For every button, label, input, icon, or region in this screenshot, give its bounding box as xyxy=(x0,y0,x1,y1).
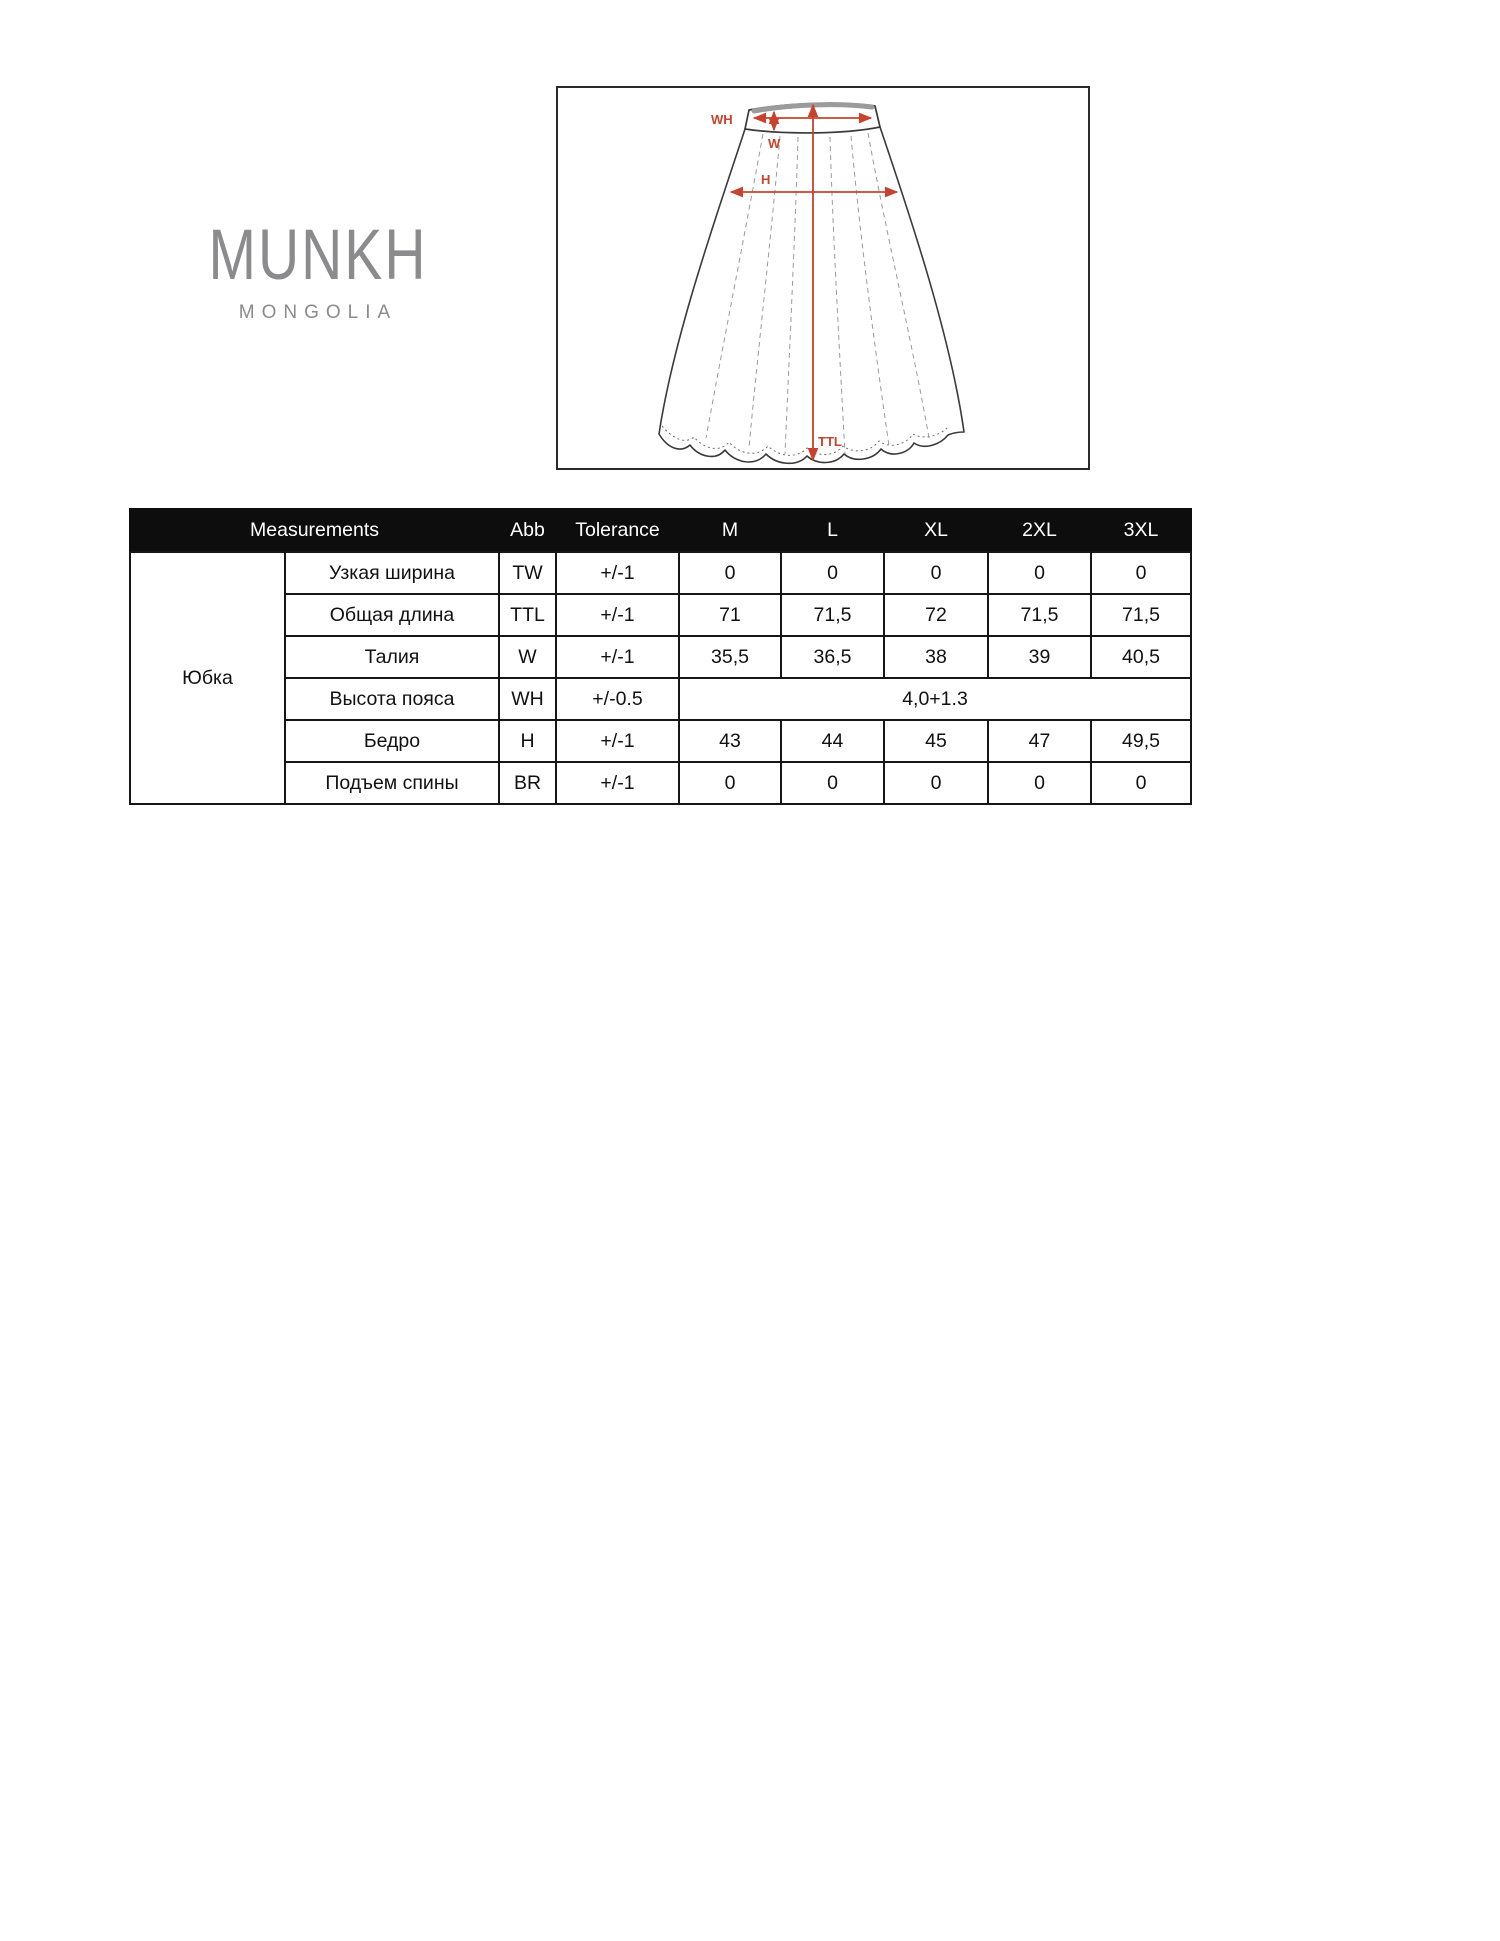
header-size-2xl: 2XL xyxy=(988,509,1091,552)
value-cell: 35,5 xyxy=(679,636,781,678)
brand-subtitle: MONGOLIA xyxy=(238,302,398,323)
row-name: Подъем спины xyxy=(285,762,499,804)
row-name: Бедро xyxy=(285,720,499,762)
row-abb: BR xyxy=(499,762,556,804)
row-tolerance: +/-0.5 xyxy=(556,678,679,720)
value-cell: 44 xyxy=(781,720,884,762)
merged-value-cell: 4,0+1.3 xyxy=(679,678,1191,720)
brand-logo xyxy=(200,214,436,324)
row-tolerance: +/-1 xyxy=(556,552,679,594)
value-cell: 38 xyxy=(884,636,988,678)
ttl-label: TTL xyxy=(818,434,842,449)
value-cell: 40,5 xyxy=(1091,636,1191,678)
row-abb: WH xyxy=(499,678,556,720)
value-cell: 0 xyxy=(679,762,781,804)
value-cell: 0 xyxy=(884,762,988,804)
value-cell: 47 xyxy=(988,720,1091,762)
table-row xyxy=(130,678,1191,720)
row-abb: W xyxy=(499,636,556,678)
value-cell: 0 xyxy=(1091,552,1191,594)
value-cell: 71,5 xyxy=(1091,594,1191,636)
row-tolerance: +/-1 xyxy=(556,720,679,762)
header-size-3xl: 3XL xyxy=(1091,509,1191,552)
row-tolerance: +/-1 xyxy=(556,636,679,678)
table-row xyxy=(130,594,1191,636)
value-cell: 0 xyxy=(988,552,1091,594)
row-name: Высота пояса xyxy=(285,678,499,720)
table-header-row xyxy=(130,509,1191,552)
header-measurements: Measurements xyxy=(130,509,499,552)
group-label-cell: Юбка xyxy=(130,552,285,804)
value-cell: 0 xyxy=(1091,762,1191,804)
row-name: Талия xyxy=(285,636,499,678)
row-name: Общая длина xyxy=(285,594,499,636)
row-tolerance: +/-1 xyxy=(556,762,679,804)
row-abb: H xyxy=(499,720,556,762)
value-cell: 36,5 xyxy=(781,636,884,678)
row-tolerance: +/-1 xyxy=(556,594,679,636)
value-cell: 71 xyxy=(679,594,781,636)
value-cell: 71,5 xyxy=(781,594,884,636)
value-cell: 72 xyxy=(884,594,988,636)
value-cell: 45 xyxy=(884,720,988,762)
value-cell: 0 xyxy=(679,552,781,594)
brand-name: MUNKH xyxy=(208,215,428,296)
row-name: Узкая ширина xyxy=(285,552,499,594)
value-cell: 0 xyxy=(781,762,884,804)
value-cell: 0 xyxy=(781,552,884,594)
row-abb: TTL xyxy=(499,594,556,636)
header-abb: Abb xyxy=(499,509,556,552)
header-size-l: L xyxy=(781,509,884,552)
header-tolerance: Tolerance xyxy=(556,509,679,552)
skirt-outline xyxy=(659,127,964,463)
value-cell: 43 xyxy=(679,720,781,762)
row-abb: TW xyxy=(499,552,556,594)
value-cell: 39 xyxy=(988,636,1091,678)
h-label: H xyxy=(761,172,771,187)
table-row xyxy=(130,636,1191,678)
header-size-m: M xyxy=(679,509,781,552)
w-label: W xyxy=(768,136,781,151)
value-cell: 0 xyxy=(884,552,988,594)
skirt-sketch xyxy=(558,88,1088,468)
value-cell: 71,5 xyxy=(988,594,1091,636)
header-size-xl: XL xyxy=(884,509,988,552)
table-row xyxy=(130,762,1191,804)
table-row xyxy=(130,552,1191,594)
table-row xyxy=(130,720,1191,762)
measurements-table xyxy=(129,508,1192,805)
value-cell: 49,5 xyxy=(1091,720,1191,762)
value-cell: 0 xyxy=(988,762,1091,804)
wh-label: WH xyxy=(711,112,733,127)
garment-diagram-box xyxy=(556,86,1090,470)
